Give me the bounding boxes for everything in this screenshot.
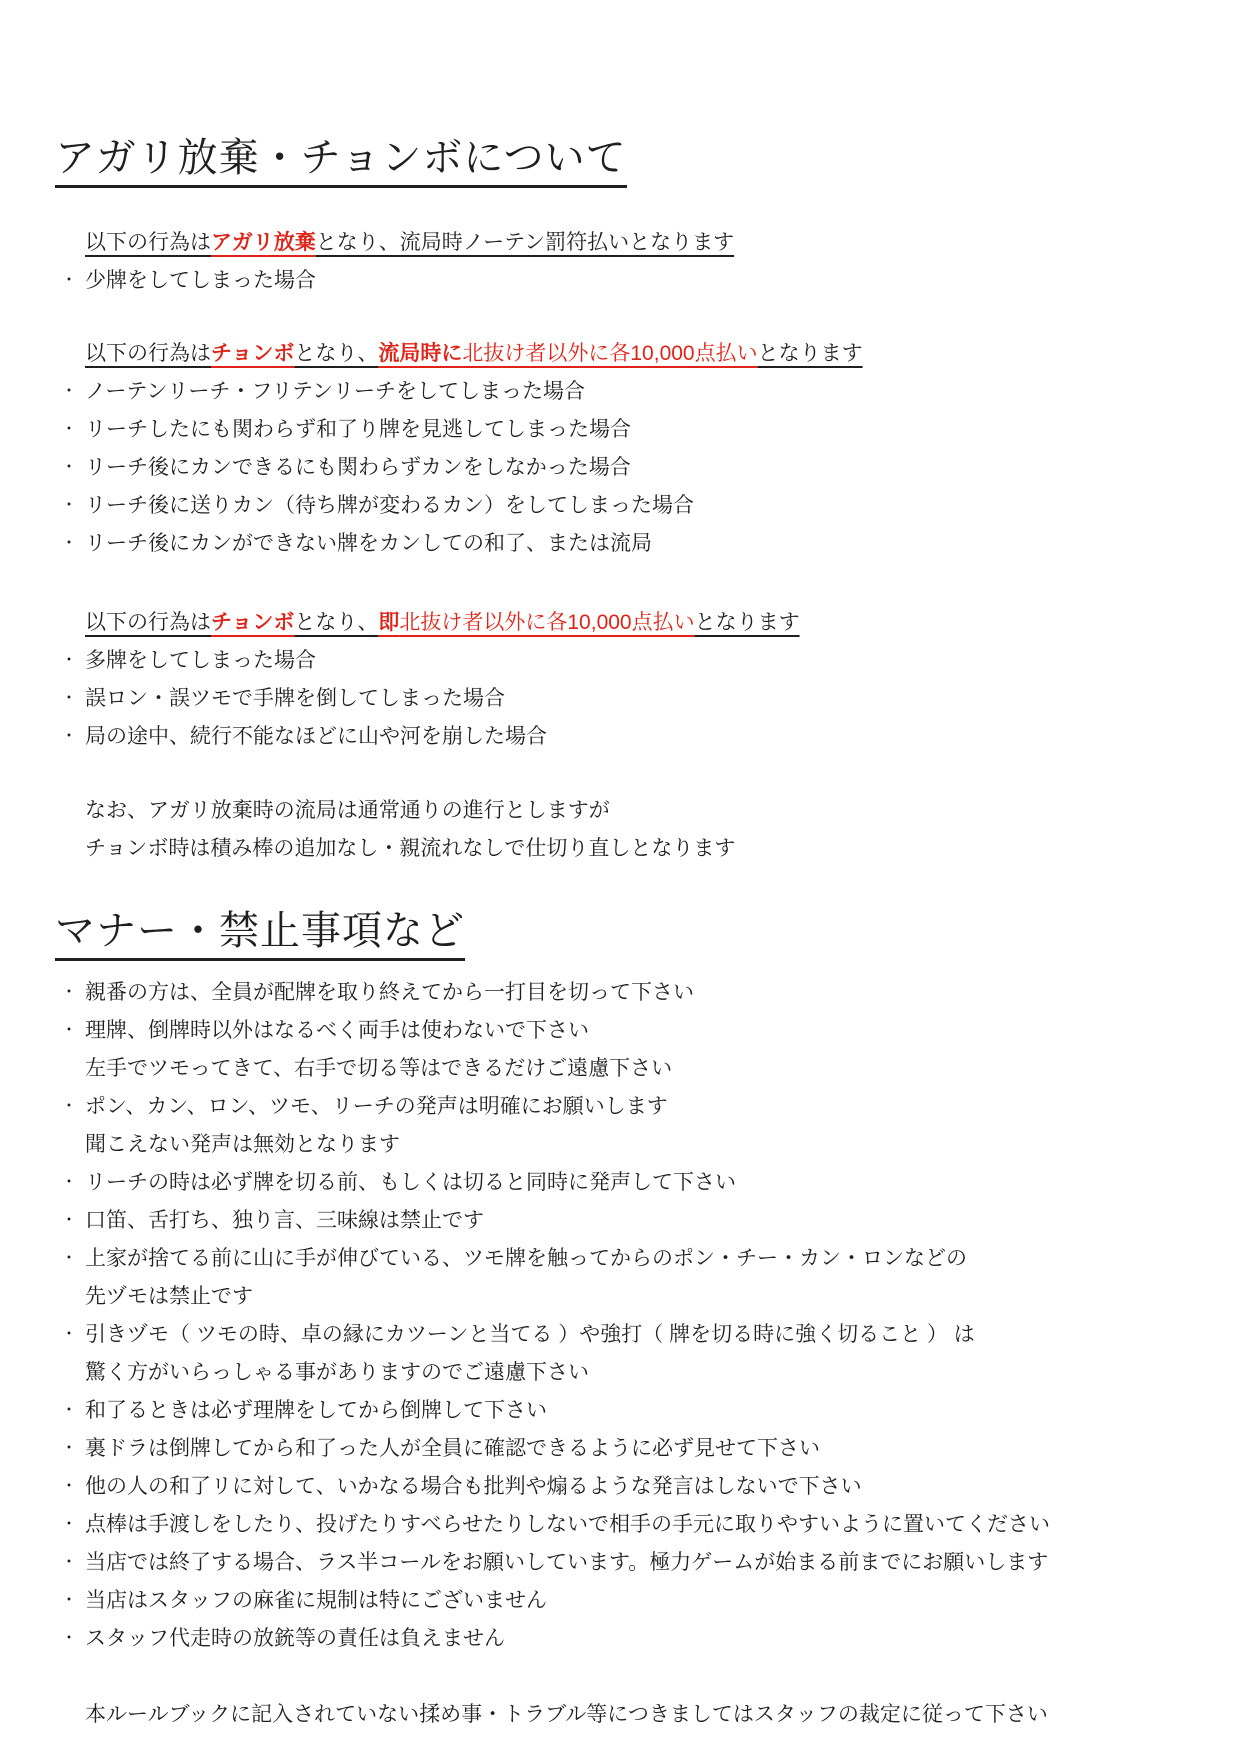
rule-bullet-item [55,718,1201,756]
footer-note-text: 本ルールブックに記入されていない揉め事・トラブル等につきましてはスタッフの裁定に従って下さい [85,1703,1048,1726]
bullet-marker-icon: ・ [61,1250,78,1267]
manner-text: 他の人の和了リに対して、いかなる場合も批判や煽るような発言はしないで下さい [85,1475,862,1498]
bullet-marker-icon: ・ [61,421,78,438]
bullet-marker-icon: ・ [61,272,78,289]
manner-item [55,1582,1201,1620]
manner-item-continuation [55,1354,1201,1392]
rule-bullet-item [55,373,1201,411]
manner-text: 上家が捨てる前に山に手が伸びている、ツモ牌を触ってからのポン・チー・カン・ロンなどの [85,1247,967,1270]
manner-item-continuation [55,1050,1201,1088]
section2-title-wrap [55,907,1201,961]
rule-bullet-text: リーチ後にカンできるにも関わらずカンをしなかった場合 [85,456,631,479]
rule-group1-header-run: 以下の行為は [85,231,211,254]
rule-group3-header-run-red: チョンボ [211,611,295,634]
manner-item [55,1012,1201,1050]
bullet-marker-icon: ・ [61,1174,78,1191]
rule-group3-header-run: となります [694,611,800,634]
rule-group2-header-run: となります [757,342,863,365]
bullet-marker-icon: ・ [61,652,78,669]
manner-item [55,1240,1201,1278]
rule-group2-header-run-red: 流局時に [378,342,463,365]
rule-bullet-item [55,411,1201,449]
manner-item [55,1164,1201,1202]
manner-item [55,1392,1201,1430]
manner-text: スタッフ代走時の放銃等の責任は負えません [85,1627,505,1650]
manner-text: ポン、カン、ロン、ツモ、リーチの発声は明確にお願いします [85,1095,668,1118]
rule-bullet-item [55,449,1201,487]
manner-text: 引きヅモ（ ツモの時、卓の縁にカツーンと当てる ）や強打（ 牌を切る時に強く切ること ） は [85,1323,975,1346]
rule-group3-header-run: となり、 [294,611,379,634]
bullet-marker-icon: ・ [61,1402,78,1419]
rule-bullet-text: 少牌をしてしまった場合 [85,269,316,292]
bullet-marker-icon: ・ [61,1212,78,1229]
manner-item [55,1316,1201,1354]
bullet-marker-icon: ・ [61,1326,78,1343]
manner-item [55,1202,1201,1240]
manner-item-continuation [55,1278,1201,1316]
rule-group2-header-run: となり、 [294,342,379,365]
manner-item-continuation [55,1126,1201,1164]
bullet-marker-icon: ・ [61,690,78,707]
rule-bullet-text: 多牌をしてしまった場合 [85,649,316,672]
rule-bullet-text: リーチしたにも関わらず和了り牌を見逃してしまった場合 [85,418,631,441]
rule-bullet-text: 誤ロン・誤ツモで手牌を倒してしまった場合 [85,687,505,710]
manner-text: リーチの時は必ず牌を切る前、もしくは切ると同時に発声して下さい [85,1171,736,1194]
bullet-marker-icon: ・ [61,1516,78,1533]
manner-text: 親番の方は、全員が配牌を取り終えてから一打目を切って下さい [85,981,694,1004]
manner-item [55,1506,1201,1544]
rule-bullet-text: リーチ後に送りカン（待ち牌が変わるカン）をしてしまった場合 [85,494,694,517]
manner-text: 口笛、舌打ち、独り言、三味線は禁止です [85,1209,484,1232]
bullet-marker-icon: ・ [61,1592,78,1609]
rule-group3-header-run: 以下の行為は [85,611,211,634]
bullet-marker-icon: ・ [61,728,78,745]
rule-bullet-item [55,642,1201,680]
rule-bullet-item [55,680,1201,718]
bullet-marker-icon: ・ [61,1478,78,1495]
bullet-marker-icon: ・ [61,1554,78,1571]
bullet-marker-icon: ・ [61,1022,78,1039]
manner-item [55,1468,1201,1506]
bullet-marker-icon: ・ [61,497,78,514]
manner-text: 和了るときは必ず理牌をしてから倒牌して下さい [85,1399,547,1422]
section2-title: マナー・禁止事項など [55,907,465,961]
note-text: チョンボ時は積み棒の追加なし・親流れなしで仕切り直しとなります [85,837,736,860]
manner-item [55,1544,1201,1582]
manner-text: 裏ドラは倒牌してから和了った人が全員に確認できるように必ず見せて下さい [85,1437,820,1460]
rule-group2-header-run: 以下の行為は [85,342,211,365]
note-line [55,792,1201,830]
note-line [55,830,1201,868]
rule-bullet-text: 局の途中、続行不能なほどに山や河を崩した場合 [85,725,547,748]
rule-group1-header-run: となり、流局時ノーテン罰符払いとなります [315,231,735,254]
bullet-marker-icon: ・ [61,535,78,552]
manner-text: 点棒は手渡しをしたり、投げたりすべらせたりしないで相手の手元に取りやすいように置いてください [85,1513,1050,1536]
rule-bullet-text: ノーテンリーチ・フリテンリーチをしてしまった場合 [85,380,586,403]
bullet-marker-icon: ・ [61,984,78,1001]
manner-text: 当店はスタッフの麻雀に規制は特にございません [85,1589,547,1612]
bullet-marker-icon: ・ [61,1098,78,1115]
manner-item [55,1620,1201,1658]
section1-title: アガリ放棄・チョンボについて [55,134,627,188]
rule-group3-header-run-red: 北抜け者以外に各10,000点払い [399,611,695,634]
rule-group3-header-run-red: 即 [378,611,400,634]
rule-bullet-text: リーチ後にカンができない牌をカンしての和了、または流局 [85,532,652,555]
note-text: なお、アガリ放棄時の流局は通常通りの進行としますが [85,799,610,822]
manner-item [55,974,1201,1012]
manner-text: 驚く方がいらっしゃる事がありますのでご遠慮下さい [85,1361,589,1384]
bullet-marker-icon: ・ [61,383,78,400]
manner-text: 聞こえない発声は無効となります [85,1133,400,1156]
rule-bullet-item [55,525,1201,563]
manner-item [55,1430,1201,1468]
bullet-marker-icon: ・ [61,1630,78,1647]
manner-text: 当店では終了する場合、ラス半コールをお願いしています。極力ゲームが始まる前までにお願いします [85,1551,1049,1574]
rule-group3-header [55,604,1201,642]
rule-bullet-item [55,487,1201,525]
manner-text: 左手でツモってきて、右手で切る等はできるだけご遠慮下さい [85,1057,673,1080]
manner-text: 理牌、倒牌時以外はなるべく両手は使わないで下さい [85,1019,589,1042]
rule-group2-header [55,335,1201,373]
bullet-marker-icon: ・ [61,459,78,476]
bullet-marker-icon: ・ [61,1440,78,1457]
rule-group1-header [55,224,1201,262]
rule-group1-header-run-red: アガリ放棄 [211,231,316,254]
rule-group2-header-run-red: 北抜け者以外に各10,000点払い [462,342,758,365]
rule-bullet-item [55,262,1201,300]
footer-note [55,1696,1201,1734]
section1-title-wrap [55,0,1201,188]
manner-item [55,1088,1201,1126]
manner-text: 先ヅモは禁止です [85,1285,253,1308]
rule-group2-header-run-red: チョンボ [211,342,295,365]
